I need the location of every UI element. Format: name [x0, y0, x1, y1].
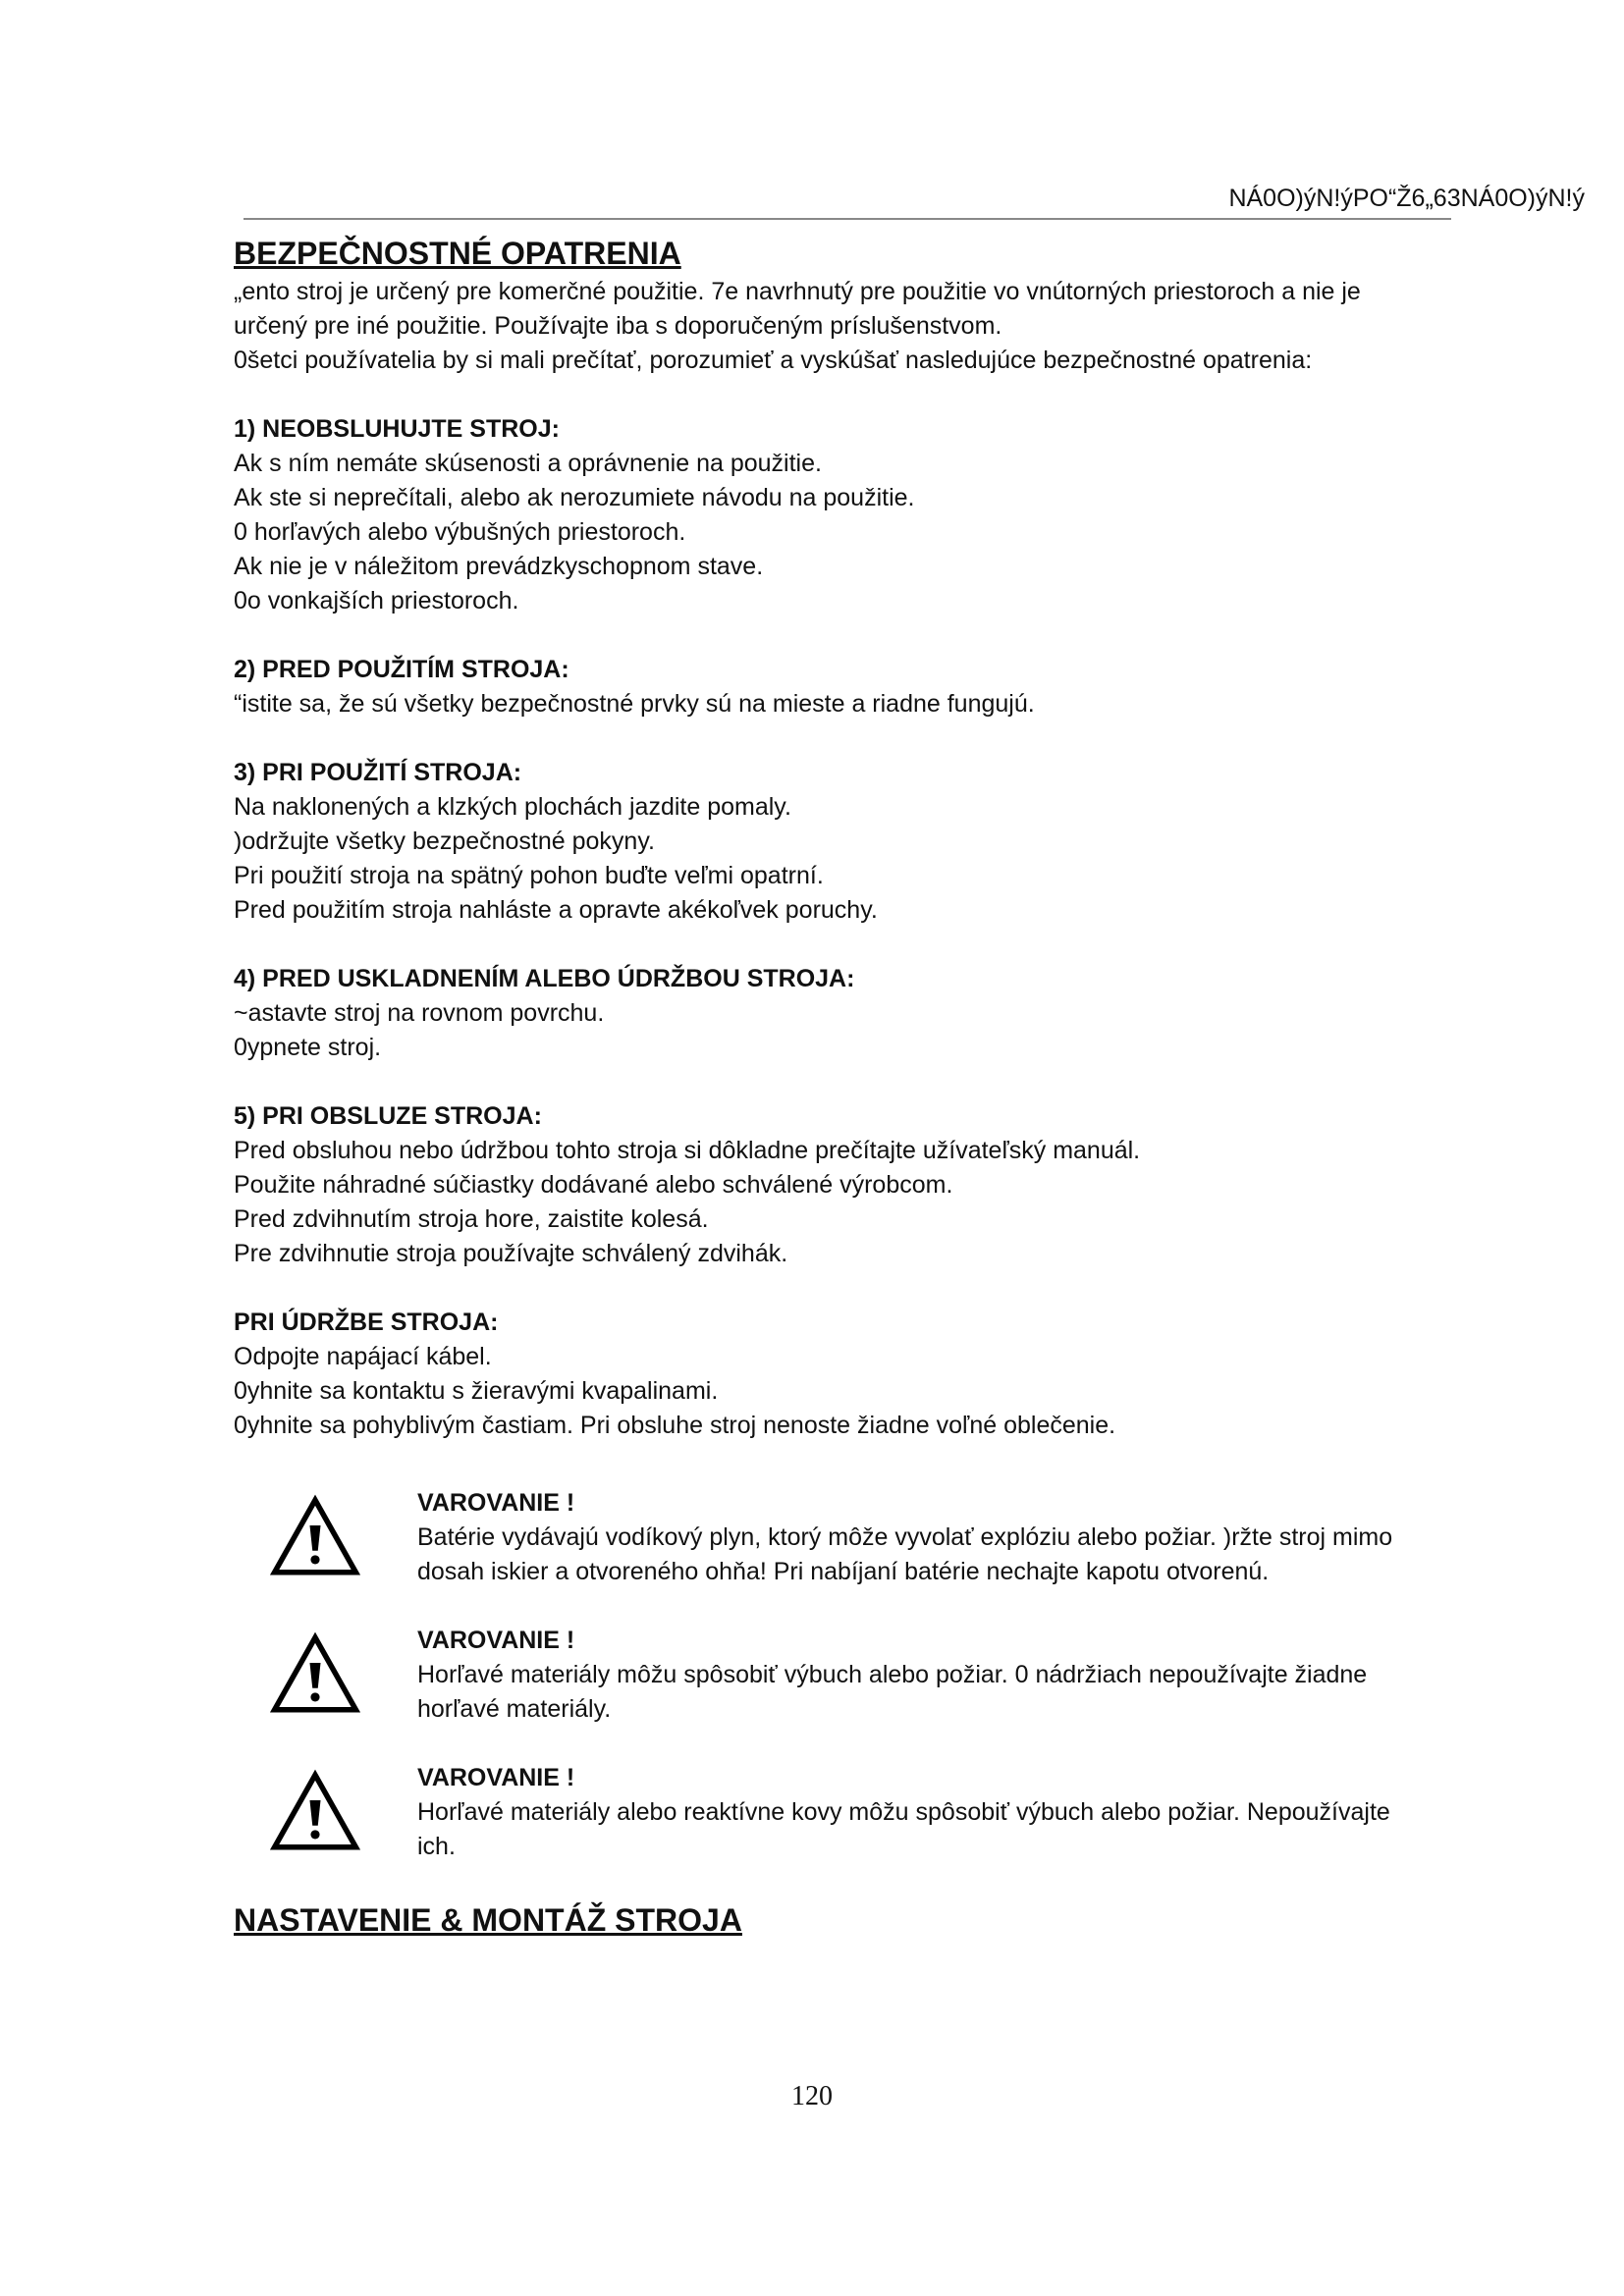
section-line: Ak nie je v náležitom prevádzkyschopnom stave. [234, 553, 764, 580]
section-4 [234, 962, 1510, 1065]
warning-title: VAROVANIE ! [417, 1627, 575, 1654]
section-line: 0yhnite sa kontaktu s žieravými kvapalinami. [234, 1377, 719, 1405]
warning-title: VAROVANIE ! [417, 1489, 575, 1517]
section-maintenance [234, 1306, 1510, 1443]
warning-block [234, 1761, 1510, 1864]
section-line: Pred použitím stroja nahláste a opravte akékoľvek poruchy. [234, 896, 878, 924]
section-line: Pred obsluhou nebo údržbou tohto stroja si dôkladne prečítajte užívateľský manuál. [234, 1137, 1141, 1164]
section-line: )održujte všetky bezpečnostné pokyny. [234, 828, 655, 855]
header-divider [244, 218, 1451, 220]
section-line: Pri použití stroja na spätný pohon buďte veľmi opatrní. [234, 862, 824, 889]
intro-line: „ento stroj je určený pre komerčné použitie. 7e navrhnutý pre použitie vo vnútorných priestoroch a nie je [234, 278, 1361, 305]
section-line: Ak s ním nemáte skúsenosti a oprávnenie na použitie. [234, 450, 822, 477]
section-5 [234, 1099, 1510, 1271]
section-line: Použite náhradné súčiastky dodávané alebo schválené výrobcom. [234, 1171, 953, 1199]
page-number: 120 [791, 2081, 833, 2111]
section-title: 2) PRED POUŽITÍM STROJA: [234, 656, 569, 683]
section-2 [234, 653, 1510, 721]
warning-triangle-icon [270, 1769, 360, 1853]
warnings-list [234, 1486, 1510, 1864]
page-content [234, 232, 1510, 1942]
warning-triangle-icon [270, 1631, 360, 1716]
intro-paragraph [234, 275, 1510, 378]
warning-title: VAROVANIE ! [417, 1764, 575, 1791]
warning-text: Batérie vydávajú vodíkový plyn, ktorý môže vyvolať explóziu alebo požiar. )ržte stroj mimo dosah iskier a otvoreného ohňa! Pri nabíjaní batérie nechajte kapotu otvorenú. [417, 1523, 1393, 1585]
warning-text: Horľavé materiály môžu spôsobiť výbuch alebo požiar. 0 nádržiach nepoužívajte žiadne horľavé materiály. [417, 1661, 1368, 1723]
section-line: Pred zdvihnutím stroja hore, zaistite kolesá. [234, 1205, 709, 1233]
warning-triangle-icon [270, 1494, 360, 1578]
warning-block [234, 1624, 1510, 1727]
intro-line: určený pre iné použitie. Používajte iba s doporučeným príslušenstvom. [234, 312, 1002, 340]
section-line: Pre zdvihnutie stroja používajte schválený zdvihák. [234, 1240, 788, 1267]
section-line: 0o vonkajších priestoroch. [234, 587, 519, 614]
page-title: BEZPEČNOSTNÉ OPATRENIA [234, 236, 681, 271]
section-title: 1) NEOBSLUHUJTE STROJ: [234, 415, 560, 443]
section-title: PRI ÚDRŽBE STROJA: [234, 1308, 499, 1336]
section-line: Ak ste si neprečítali, alebo ak nerozumiete návodu na použitie. [234, 484, 915, 511]
warning-text: Horľavé materiály alebo reaktívne kovy môžu spôsobiť výbuch alebo požiar. Nepoužívajte ich. [417, 1798, 1390, 1860]
section-line: Na naklonených a klzkých plochách jazdite pomaly. [234, 793, 791, 821]
intro-line: 0šetci používatelia by si mali prečítať, porozumieť a vyskúšať nasledujúce bezpečnostné opatrenia: [234, 347, 1313, 374]
section-3 [234, 756, 1510, 928]
section-line: 0ypnete stroj. [234, 1034, 382, 1061]
section-line: 0yhnite sa pohyblivým častiam. Pri obsluhe stroj nenoste žiadne voľné oblečenie. [234, 1412, 1116, 1439]
section-line: “istite sa, že sú všetky bezpečnostné prvky sú na mieste a riadne fungujú. [234, 690, 1035, 718]
section-1 [234, 412, 1510, 618]
section-title: 3) PRI POUŽITÍ STROJA: [234, 759, 522, 786]
section-line: Odpojte napájací kábel. [234, 1343, 492, 1370]
section-line: ~astavte stroj na rovnom povrchu. [234, 999, 605, 1027]
section-title: 4) PRED USKLADNENÍM ALEBO ÚDRŽBOU STROJA: [234, 965, 855, 992]
section-line: 0 horľavých alebo výbušných priestoroch. [234, 518, 686, 546]
section-title: 5) PRI OBSLUZE STROJA: [234, 1102, 542, 1130]
running-header: NÁ0O)ýN!ýPO“Ž6„63NÁ0O)ýN!ý [1228, 185, 1585, 212]
warning-block [234, 1486, 1510, 1589]
next-section-title: NASTAVENIE & MONTÁŽ STROJA [234, 1902, 742, 1938]
